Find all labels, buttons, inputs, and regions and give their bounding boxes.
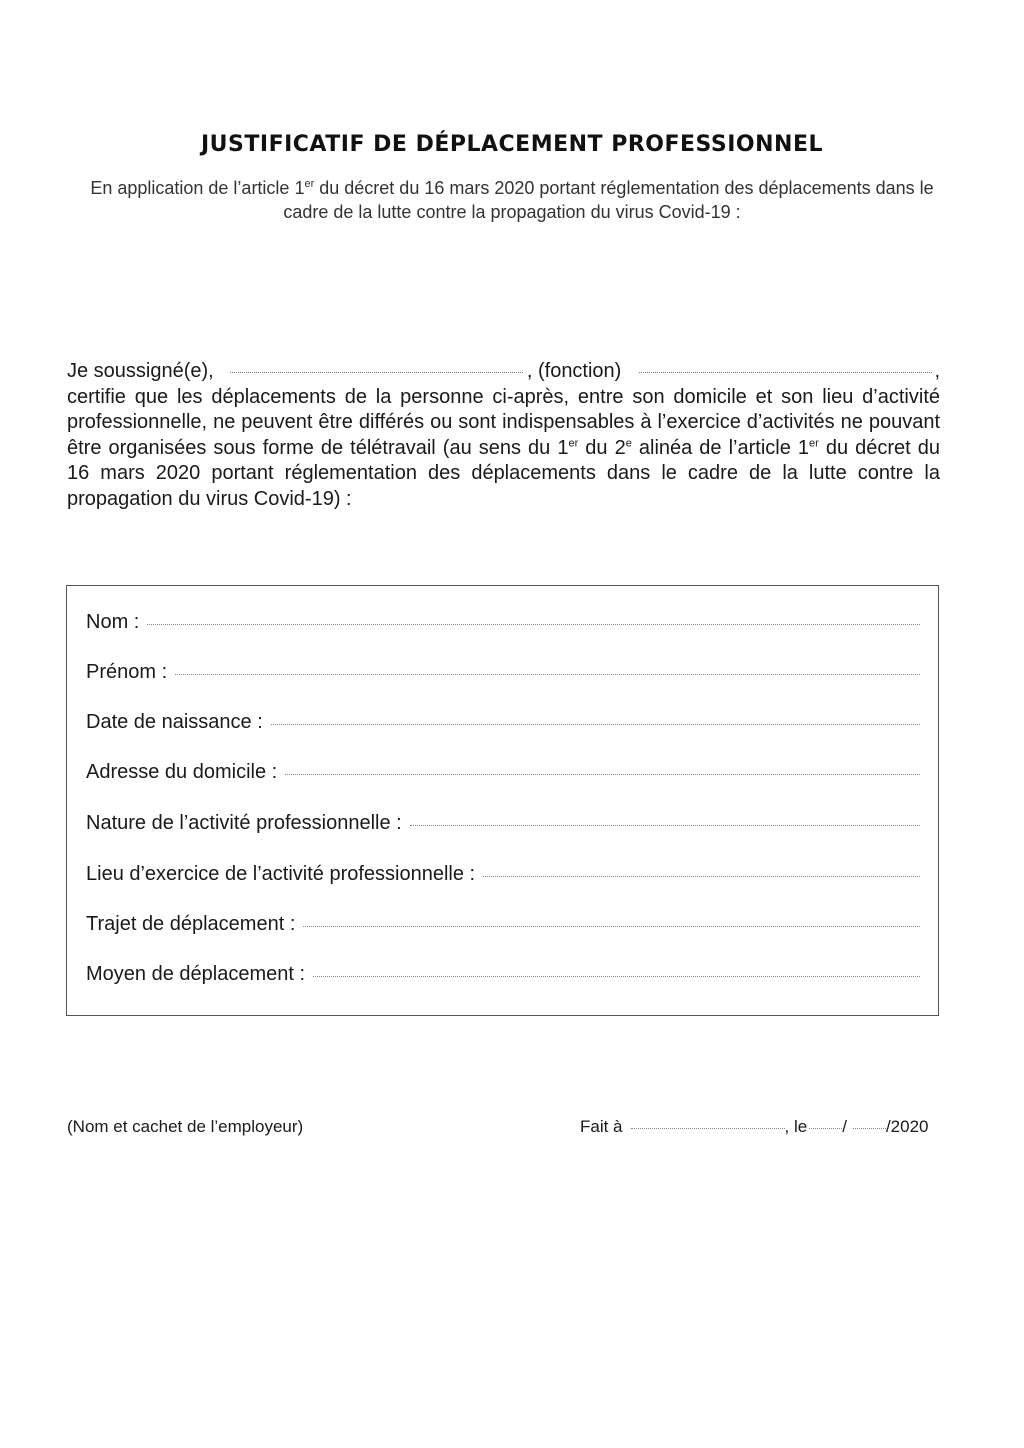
field-adresse-domicile [86, 761, 920, 784]
certification-text: certifie que les déplacements de la personne ci-après, entre son domicile et son lieu d’activité professionnelle, ne peuvent être différés ou sont indispensables à l’exercice d’activités ne pouvant être organisées sous forme de télétravail (au sens du 1 [67, 385, 940, 459]
legal-reference-text: du décret du 16 mars 2020 portant réglementation des déplacements dans le cadre de la lutte contre la propagation du virus Covid-19 : [283, 178, 934, 222]
date-naissance-input-line[interactable] [271, 724, 920, 725]
comma: , [934, 360, 941, 382]
person-details-box [66, 585, 939, 1016]
certification-text: alinéa de l’article 1 [631, 436, 809, 459]
superscript: er [809, 436, 819, 449]
certification-paragraph [67, 359, 940, 512]
place-date-line [580, 1117, 940, 1137]
place-input-line[interactable] [631, 1128, 785, 1129]
field-label: Date de naissance : [86, 711, 263, 733]
field-label: Prénom : [86, 661, 168, 683]
function-field[interactable] [639, 372, 932, 373]
field-nature-activite [86, 812, 920, 835]
field-label: Trajet de déplacement : [86, 913, 296, 935]
field-label: Moyen de déplacement : [86, 963, 306, 985]
moyen-deplacement-input-line[interactable] [313, 976, 920, 977]
employer-stamp-label: (Nom et cachet de l’employeur) [67, 1117, 304, 1136]
field-label: Nature de l’activité professionnelle : [86, 812, 402, 834]
field-lieu-exercice [86, 863, 920, 886]
field-trajet [86, 913, 920, 936]
certification-body [67, 385, 940, 513]
superscript: er [568, 436, 579, 449]
field-label: Adresse du domicile : [86, 761, 278, 783]
day-input-line[interactable] [809, 1128, 842, 1129]
legal-reference [80, 176, 944, 224]
nom-input-line[interactable] [147, 624, 920, 625]
month-input-line[interactable] [853, 1128, 886, 1129]
trajet-input-line[interactable] [303, 926, 920, 927]
signatory-name-field[interactable] [230, 372, 523, 373]
function-label: , (fonction) [526, 360, 622, 382]
field-label: Lieu d’exercice de l’activité professionnelle : [86, 863, 476, 885]
made-at-label: Fait à [580, 1117, 623, 1136]
nature-activite-input-line[interactable] [410, 825, 920, 826]
certification-text: du 2 [578, 436, 626, 459]
date-separator: / [842, 1117, 847, 1136]
document-title: JUSTIFICATIF DE DÉPLACEMENT PROFESSIONNEL [200, 132, 823, 157]
field-date-naissance [86, 711, 920, 734]
date-label: , le [784, 1117, 808, 1136]
signatory-intro: Je soussigné(e), [67, 360, 214, 382]
adresse-domicile-input-line[interactable] [285, 774, 920, 775]
legal-reference-text: En application de l’article 1 [90, 178, 305, 198]
superscript: e [625, 436, 632, 449]
superscript: er [304, 178, 315, 190]
signatory-line [67, 359, 940, 385]
lieu-exercice-input-line[interactable] [483, 876, 920, 877]
certification-text: du décret du 16 mars 2020 portant réglementation des déplacements dans le cadre de la lutte contre la propagation du virus Covid-19) : [67, 436, 940, 510]
field-nom [86, 611, 920, 634]
prenom-input-line[interactable] [175, 674, 920, 675]
field-prenom [86, 661, 920, 684]
year-label: /2020 [885, 1117, 929, 1136]
field-label: Nom : [86, 611, 140, 633]
field-moyen-deplacement [86, 963, 920, 986]
